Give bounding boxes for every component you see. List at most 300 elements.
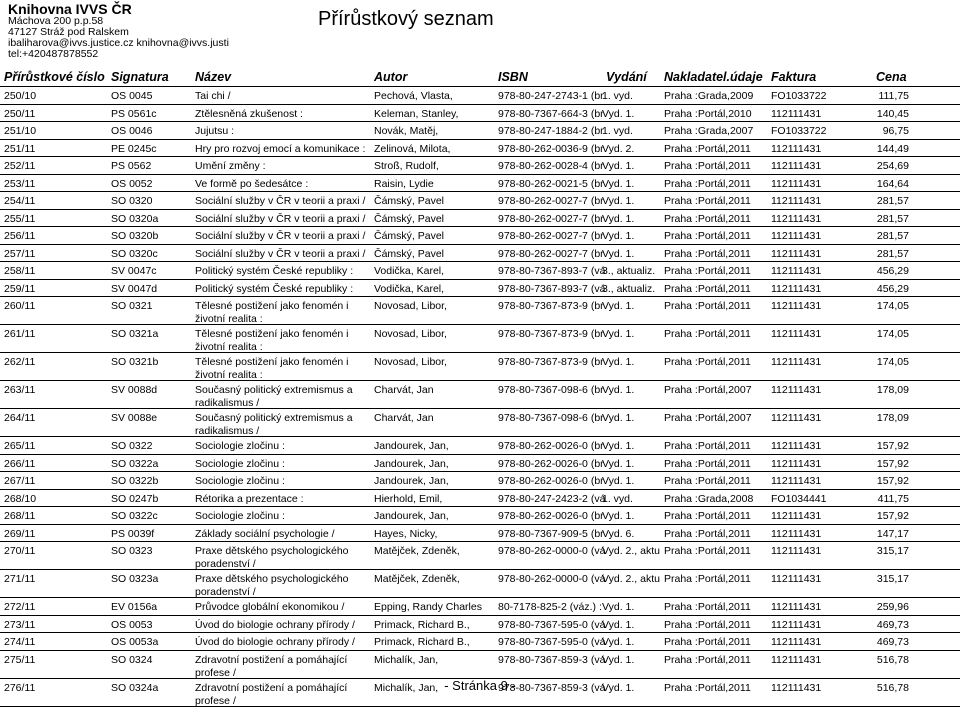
- cell-nazev: Zdravotní postižení a pomáhající profese /: [195, 653, 348, 679]
- table-row: [0, 409, 960, 437]
- cell-autor: Primack, Richard B.,: [374, 636, 470, 648]
- cell-cislo: 273/11: [4, 618, 36, 631]
- cell-nazev: Hry pro rozvoj emocí a komunikace :: [195, 142, 366, 155]
- cell-cena: 281,57: [876, 247, 909, 260]
- table-row: [0, 490, 960, 508]
- cell-signatura: PS 0039f: [111, 527, 155, 540]
- cell-faktura: 112111431: [771, 328, 822, 340]
- cell-cislo: 258/11: [4, 265, 36, 277]
- cell-signatura: SV 0088e: [111, 412, 158, 424]
- cell-autor: Zelinová, Milota,: [374, 142, 451, 155]
- header-cislo: Přírůstkové číslo: [4, 70, 105, 84]
- cell-nakladatel: Praha :Portál,2011: [664, 457, 751, 470]
- cell-nazev: Průvodce globální ekonomikou /: [195, 601, 345, 613]
- cell-autor: Hierhold, Emil,: [374, 492, 443, 505]
- header-isbn: ISBN: [498, 70, 528, 84]
- cell-cena: 157,92: [876, 440, 909, 452]
- cell-faktura: 112111431: [771, 160, 822, 172]
- cell-cena: 469,73: [876, 618, 909, 631]
- cell-cislo: 253/11: [4, 177, 36, 190]
- header-autor: Autor: [374, 70, 408, 84]
- cell-autor: Jandourek, Jan,: [374, 475, 449, 487]
- cell-faktura: 112111431: [771, 681, 822, 694]
- cell-nazev: Jujutsu :: [195, 125, 235, 137]
- cell-cena: 411,75: [877, 492, 909, 505]
- header-signatura: Signatura: [111, 70, 169, 84]
- cell-signatura: SV 0047c: [111, 265, 157, 277]
- cell-signatura: SO 0320b: [111, 230, 159, 242]
- table-row: [0, 297, 960, 325]
- cell-autor: Novák, Matěj,: [374, 125, 439, 137]
- cell-cena: 456,29: [876, 282, 909, 295]
- cell-nazev: Rétorika a prezentace :: [195, 492, 304, 505]
- cell-nazev: Základy sociální psychologie /: [195, 527, 335, 540]
- cell-signatura: SO 0323a: [111, 573, 159, 585]
- cell-vydani: 1. vyd.: [602, 90, 633, 102]
- cell-nakladatel: Praha :Portál,2011: [664, 177, 751, 190]
- cell-vydani: Vyd. 1.: [602, 230, 635, 242]
- cell-nazev: Praxe dětského psychologického poradenství /: [195, 573, 349, 598]
- cell-autor: Primack, Richard B.,: [374, 618, 470, 631]
- cell-vydani: Vyd. 1.: [602, 618, 635, 631]
- library-name: Knihovna IVVS ČR: [8, 1, 132, 17]
- table-row: [0, 381, 960, 409]
- cell-signatura: SO 0320a: [111, 212, 159, 225]
- cell-faktura: 112111431: [771, 212, 822, 225]
- cell-nakladatel: Praha :Grada,2008: [664, 492, 754, 505]
- cell-vydani: Vyd. 1.: [602, 300, 635, 312]
- cell-autor: Čámský, Pavel: [374, 195, 445, 207]
- cell-nakladatel: Praha :Portál,2010: [664, 107, 752, 120]
- cell-cislo: 263/11: [4, 384, 36, 396]
- cell-nazev: Sociologie zločinu :: [195, 510, 285, 522]
- cell-signatura: SO 0324a: [111, 681, 159, 694]
- cell-faktura: 112111431: [771, 636, 822, 648]
- cell-faktura: 112111431: [771, 475, 822, 487]
- cell-nazev: Politický systém České republiky :: [195, 282, 354, 295]
- cell-cislo: 262/11: [4, 356, 36, 368]
- cell-faktura: FO1033722: [771, 125, 827, 137]
- cell-autor: Epping, Randy Charles: [374, 601, 482, 613]
- cell-cislo: 261/11: [4, 328, 36, 340]
- cell-faktura: 112111431: [771, 195, 822, 207]
- cell-cislo: 251/10: [4, 125, 37, 137]
- cell-signatura: SO 0322c: [111, 510, 158, 522]
- cell-cislo: 250/10: [4, 90, 37, 102]
- cell-vydani: Vyd. 1.: [602, 356, 635, 368]
- cell-cislo: 275/11: [4, 653, 36, 666]
- cell-faktura: 112111431: [771, 300, 822, 312]
- cell-autor: Michalík, Jan,: [374, 653, 439, 666]
- accession-table: [0, 87, 960, 707]
- cell-cislo: 251/11: [4, 142, 36, 155]
- header-nazev: Název: [195, 70, 232, 84]
- library-phone: tel:+420487878552: [8, 48, 99, 60]
- table-row: [0, 525, 960, 543]
- cell-cislo: 270/11: [4, 545, 36, 557]
- cell-isbn: 978-80-7367-664-3 (br: [498, 107, 604, 120]
- cell-vydani: Vyd. 1.: [602, 440, 635, 452]
- table-row: [0, 262, 960, 280]
- cell-signatura: OS 0045: [111, 90, 153, 102]
- library-address-1: Máchova 200 p.p.58: [8, 15, 104, 27]
- table-row: [0, 633, 960, 651]
- cell-cena: 174,05: [876, 356, 909, 368]
- cell-isbn: 978-80-262-0036-9 (br: [498, 142, 604, 155]
- cell-signatura: SO 0322b: [111, 475, 159, 487]
- cell-cislo: 250/11: [4, 107, 36, 120]
- cell-autor: Matějček, Zdeněk,: [374, 545, 460, 557]
- cell-cena: 157,92: [876, 457, 909, 470]
- cell-nazev: Politický systém České republiky :: [195, 265, 354, 277]
- table-row: [0, 570, 960, 598]
- cell-nazev: Tělesné postižení jako fenomén i životní realita :: [195, 356, 349, 381]
- page-number: - Stránka 9 -: [444, 678, 516, 693]
- cell-cena: 164,64: [876, 177, 909, 190]
- cell-autor: Čámský, Pavel: [374, 247, 445, 260]
- cell-autor: Novosad, Libor,: [374, 300, 447, 312]
- cell-signatura: SO 0247b: [111, 492, 159, 505]
- cell-cislo: 256/11: [4, 230, 36, 242]
- cell-nazev: Úvod do biologie ochrany přírody /: [195, 636, 355, 648]
- cell-cena: 178,09: [876, 412, 909, 424]
- cell-faktura: 112111431: [771, 601, 822, 613]
- cell-faktura: 112111431: [771, 177, 822, 190]
- cell-faktura: 112111431: [771, 618, 822, 631]
- cell-cislo: 272/11: [4, 601, 36, 613]
- cell-signatura: OS 0053: [111, 618, 153, 631]
- cell-autor: Čámský, Pavel: [374, 230, 445, 242]
- cell-faktura: 112111431: [771, 282, 822, 295]
- cell-isbn: 978-80-7367-859-3 (vá: [498, 653, 606, 666]
- cell-autor: Pechová, Vlasta,: [374, 90, 453, 102]
- cell-signatura: SO 0322a: [111, 457, 159, 470]
- cell-isbn: 978-80-7367-873-9 (br: [498, 356, 604, 368]
- cell-vydani: Vyd. 1.: [602, 412, 635, 424]
- cell-cislo: 252/11: [4, 160, 36, 172]
- cell-nazev: Sociální služby v ČR v teorii a praxi /: [195, 195, 366, 207]
- cell-vydani: Vyd. 1.: [602, 653, 635, 666]
- cell-vydani: Vyd. 1.: [602, 475, 635, 487]
- cell-autor: Čámský, Pavel: [374, 212, 445, 225]
- cell-cena: 259,96: [876, 601, 909, 613]
- cell-signatura: SO 0324: [111, 653, 153, 666]
- cell-nakladatel: Praha :Portál,2011: [664, 475, 751, 487]
- cell-cena: 147,17: [876, 527, 909, 540]
- cell-signatura: EV 0156a: [111, 601, 158, 613]
- cell-cislo: 266/11: [4, 457, 36, 470]
- table-row: [0, 455, 960, 473]
- table-row: [0, 87, 960, 105]
- table-row: [0, 437, 960, 455]
- cell-isbn: 978-80-262-0026-0 (br: [498, 457, 604, 470]
- cell-signatura: OS 0053a: [111, 636, 159, 648]
- cell-isbn: 978-80-7367-873-9 (br: [498, 328, 604, 340]
- cell-signatura: SO 0320c: [111, 247, 158, 260]
- cell-signatura: SO 0321: [111, 300, 153, 312]
- cell-nazev: Úvod do biologie ochrany přírody /: [195, 618, 355, 631]
- cell-isbn: 978-80-262-0000-0 (vá: [498, 573, 606, 585]
- table-row: [0, 542, 960, 570]
- cell-isbn: 978-80-7367-893-7 (vá: [498, 282, 606, 295]
- cell-nazev: Sociologie zločinu :: [195, 440, 285, 452]
- cell-autor: Matějček, Zdeněk,: [374, 573, 460, 585]
- cell-vydani: Vyd. 1.: [602, 195, 635, 207]
- cell-faktura: 112111431: [771, 247, 822, 260]
- table-row: [0, 472, 960, 490]
- cell-nazev: Tělesné postižení jako fenomén i životní realita :: [195, 328, 349, 353]
- cell-autor: Keleman, Stanley,: [374, 107, 459, 120]
- cell-faktura: 112111431: [771, 230, 822, 242]
- table-row: [0, 616, 960, 634]
- cell-autor: Vodička, Karel,: [374, 265, 445, 277]
- cell-vydani: 1. vyd.: [602, 492, 633, 505]
- table-row: [0, 122, 960, 140]
- cell-cena: 516,78: [876, 653, 909, 666]
- cell-cena: 144,49: [876, 142, 909, 155]
- cell-signatura: SO 0321b: [111, 356, 159, 368]
- library-address-2: 47127 Stráž pod Ralskem: [8, 26, 129, 38]
- cell-isbn: 978-80-262-0026-0 (br: [498, 440, 604, 452]
- cell-nakladatel: Praha :Portál,2011: [664, 527, 751, 540]
- cell-vydani: Vyd. 1.: [602, 160, 635, 172]
- cell-nakladatel: Praha :Portál,2011: [664, 440, 751, 452]
- cell-cena: 157,92: [876, 510, 909, 522]
- cell-signatura: OS 0046: [111, 125, 153, 137]
- cell-cislo: 274/11: [4, 636, 36, 648]
- cell-vydani: Vyd. 1.: [602, 510, 635, 522]
- cell-signatura: PS 0562: [111, 160, 152, 172]
- library-email: ibaliharova@ivvs.justice.cz knihovna@ivvs.justi: [8, 37, 229, 49]
- cell-autor: Charvát, Jan: [374, 384, 434, 396]
- cell-vydani: Vyd. 1.: [602, 212, 635, 225]
- cell-isbn: 978-80-262-0027-7 (br: [498, 247, 604, 260]
- cell-isbn: 978-80-247-2423-2 (vá: [498, 492, 606, 505]
- cell-cena: 140,45: [876, 107, 909, 120]
- cell-faktura: 112111431: [771, 545, 822, 557]
- cell-autor: Novosad, Libor,: [374, 328, 447, 340]
- cell-vydani: 3., aktualiz.: [602, 282, 656, 295]
- cell-faktura: FO1034441: [771, 492, 827, 505]
- cell-autor: Novosad, Libor,: [374, 356, 447, 368]
- cell-nazev: Sociologie zločinu :: [195, 457, 285, 470]
- table-row: [0, 140, 960, 158]
- library-info: [8, 2, 229, 60]
- cell-faktura: 112111431: [771, 653, 822, 666]
- cell-cena: 281,57: [876, 212, 909, 225]
- cell-isbn: 978-80-7367-909-5 (br: [498, 527, 604, 540]
- cell-nakladatel: Praha :Portál,2007: [664, 412, 752, 424]
- cell-vydani: Vyd. 1.: [602, 177, 635, 190]
- table-header: [0, 68, 960, 87]
- cell-signatura: PE 0245c: [111, 142, 157, 155]
- cell-isbn: 978-80-7367-859-3 (vá: [498, 681, 606, 694]
- cell-vydani: 1. vyd.: [602, 125, 633, 137]
- cell-signatura: PS 0561c: [111, 107, 157, 120]
- cell-cislo: 257/11: [4, 247, 36, 260]
- cell-nazev: Zdravotní postižení a pomáhající profese /: [195, 681, 348, 707]
- cell-faktura: 112111431: [771, 384, 822, 396]
- cell-nazev: Ve formě po šedesátce :: [195, 177, 309, 190]
- cell-cislo: 259/11: [4, 282, 36, 295]
- cell-cena: 469,73: [876, 636, 909, 648]
- cell-autor: Jandourek, Jan,: [374, 440, 449, 452]
- cell-autor: Michalík, Jan,: [374, 681, 439, 694]
- cell-autor: Jandourek, Jan,: [374, 510, 449, 522]
- cell-isbn: 978-80-7367-098-6 (br: [498, 384, 604, 396]
- cell-vydani: Vyd. 2., aktu: [602, 573, 660, 585]
- cell-signatura: SO 0323: [111, 545, 153, 557]
- cell-vydani: Vyd. 1.: [602, 636, 635, 648]
- cell-isbn: 978-80-247-1884-2 (br: [498, 125, 604, 137]
- cell-isbn: 978-80-7367-873-9 (br: [498, 300, 604, 312]
- cell-nazev: Sociologie zločinu :: [195, 475, 285, 487]
- cell-nakladatel: Praha :Portál,2011: [664, 356, 751, 368]
- cell-nazev: Umění změny :: [195, 160, 266, 172]
- table-row: [0, 157, 960, 175]
- cell-cislo: 271/11: [4, 573, 36, 585]
- cell-cena: 178,09: [876, 384, 909, 396]
- cell-cena: 111,75: [878, 90, 909, 102]
- cell-nakladatel: Praha :Portál,2011: [664, 160, 751, 172]
- table-row: [0, 651, 960, 679]
- cell-nakladatel: Praha :Portál,2007: [664, 384, 752, 396]
- cell-nakladatel: Praha :Grada,2009: [664, 90, 754, 102]
- cell-nazev: Ztělesněná zkušenost :: [195, 107, 303, 120]
- cell-cena: 281,57: [876, 195, 909, 207]
- cell-vydani: Vyd. 1.: [602, 107, 635, 120]
- cell-vydani: Vyd. 1.: [602, 247, 635, 260]
- header-nakladatel: Nakladatel.údaje: [664, 70, 763, 84]
- cell-faktura: 112111431: [771, 265, 822, 277]
- cell-faktura: 112111431: [771, 412, 822, 424]
- cell-nakladatel: Praha :Portál,2011: [664, 653, 751, 666]
- table-row: [0, 507, 960, 525]
- cell-signatura: SO 0322: [111, 440, 153, 452]
- cell-cislo: 255/11: [4, 212, 36, 225]
- cell-cena: 157,92: [876, 475, 909, 487]
- cell-cislo: 267/11: [4, 475, 36, 487]
- cell-cislo: 254/11: [4, 195, 36, 207]
- cell-nazev: Sociální služby v ČR v teorii a praxi /: [195, 212, 366, 225]
- cell-faktura: FO1033722: [771, 90, 827, 102]
- cell-nazev: Současný politický extremismus a radikalismus /: [195, 412, 353, 437]
- cell-cena: 281,57: [876, 230, 909, 242]
- cell-autor: Raisin, Lydie: [374, 177, 434, 190]
- cell-nakladatel: Praha :Portál,2011: [664, 545, 751, 557]
- cell-vydani: Vyd. 1.: [602, 601, 635, 613]
- cell-faktura: 112111431: [771, 527, 822, 540]
- cell-cena: 96,75: [882, 125, 909, 137]
- cell-nakladatel: Praha :Portál,2011: [664, 573, 751, 585]
- cell-cislo: 260/11: [4, 300, 36, 312]
- cell-isbn: 978-80-247-2743-1 (br: [498, 90, 604, 102]
- cell-autor: Stroß, Rudolf,: [374, 160, 439, 172]
- cell-signatura: SO 0320: [111, 195, 153, 207]
- cell-isbn: 978-80-262-0027-7 (br: [498, 195, 604, 207]
- table-row: [0, 598, 960, 616]
- cell-isbn: 978-80-262-0028-4 (br: [498, 160, 604, 172]
- cell-cislo: 268/11: [4, 510, 36, 522]
- cell-vydani: Vyd. 2.: [602, 142, 635, 155]
- cell-autor: Hayes, Nicky,: [374, 527, 438, 540]
- cell-cislo: 264/11: [4, 412, 36, 424]
- cell-isbn: 978-80-7367-595-0 (vá: [498, 636, 606, 648]
- table-row: [0, 227, 960, 245]
- table-row: [0, 192, 960, 210]
- cell-cena: 174,05: [876, 300, 909, 312]
- cell-isbn: 978-80-262-0000-0 (vá: [498, 545, 606, 557]
- cell-faktura: 112111431: [771, 356, 822, 368]
- cell-vydani: Vyd. 1.: [602, 384, 635, 396]
- cell-nakladatel: Praha :Portál,2011: [664, 601, 751, 613]
- cell-nakladatel: Praha :Portál,2011: [664, 328, 751, 340]
- cell-autor: Vodička, Karel,: [374, 282, 445, 295]
- table-row: [0, 245, 960, 263]
- cell-isbn: 978-80-262-0026-0 (br: [498, 475, 604, 487]
- cell-signatura: SV 0088d: [111, 384, 158, 396]
- cell-nakladatel: Praha :Portál,2011: [664, 230, 751, 242]
- cell-isbn: 978-80-7367-098-6 (br: [498, 412, 604, 424]
- cell-cena: 174,05: [876, 328, 909, 340]
- cell-nazev: Tai chi /: [195, 90, 231, 102]
- cell-nakladatel: Praha :Portál,2011: [664, 247, 751, 260]
- cell-signatura: SV 0047d: [111, 282, 158, 295]
- cell-faktura: 112111431: [771, 142, 822, 155]
- table-row: [0, 325, 960, 353]
- cell-isbn: 978-80-7367-893-7 (vá: [498, 265, 606, 277]
- cell-cena: 456,29: [876, 265, 909, 277]
- cell-isbn: 978-80-262-0027-7 (br: [498, 212, 604, 225]
- cell-signatura: OS 0052: [111, 177, 153, 190]
- cell-cena: 254,69: [876, 160, 909, 172]
- cell-cena: 315,17: [876, 545, 909, 557]
- header-vydani: Vydání: [606, 70, 647, 84]
- cell-nakladatel: Praha :Portál,2011: [664, 636, 751, 648]
- table-row: [0, 105, 960, 123]
- cell-nakladatel: Praha :Portál,2011: [664, 300, 751, 312]
- cell-cena: 315,17: [876, 573, 909, 585]
- cell-cislo: 265/11: [4, 440, 36, 452]
- cell-cislo: 268/10: [4, 492, 37, 505]
- cell-cena: 516,78: [876, 681, 909, 694]
- cell-faktura: 112111431: [771, 510, 822, 522]
- cell-faktura: 112111431: [771, 573, 822, 585]
- table-row: [0, 353, 960, 381]
- cell-cislo: 276/11: [4, 681, 36, 694]
- cell-isbn: 978-80-262-0027-7 (br: [498, 230, 604, 242]
- cell-nazev: Sociální služby v ČR v teorii a praxi /: [195, 247, 366, 260]
- header-cena: Cena: [876, 70, 907, 84]
- cell-isbn: 978-80-262-0021-5 (br: [498, 177, 604, 190]
- cell-vydani: Vyd. 1.: [602, 457, 635, 470]
- cell-faktura: 112111431: [771, 457, 822, 470]
- cell-nazev: Sociální služby v ČR v teorii a praxi /: [195, 230, 366, 242]
- cell-autor: Jandourek, Jan,: [374, 457, 449, 470]
- table-row: [0, 210, 960, 228]
- cell-faktura: 112111431: [771, 107, 822, 120]
- cell-nakladatel: Praha :Portál,2011: [664, 681, 751, 694]
- cell-signatura: SO 0321a: [111, 328, 159, 340]
- cell-nakladatel: Praha :Portál,2011: [664, 195, 751, 207]
- cell-nakladatel: Praha :Portál,2011: [664, 142, 751, 155]
- header-faktura: Faktura: [771, 70, 817, 84]
- cell-isbn: 978-80-7367-595-0 (vá: [498, 618, 606, 631]
- cell-nakladatel: Praha :Portál,2011: [664, 212, 751, 225]
- cell-isbn: 978-80-262-0026-0 (br: [498, 510, 604, 522]
- cell-nakladatel: Praha :Portál,2011: [664, 265, 751, 277]
- cell-vydani: Vyd. 6.: [602, 527, 635, 540]
